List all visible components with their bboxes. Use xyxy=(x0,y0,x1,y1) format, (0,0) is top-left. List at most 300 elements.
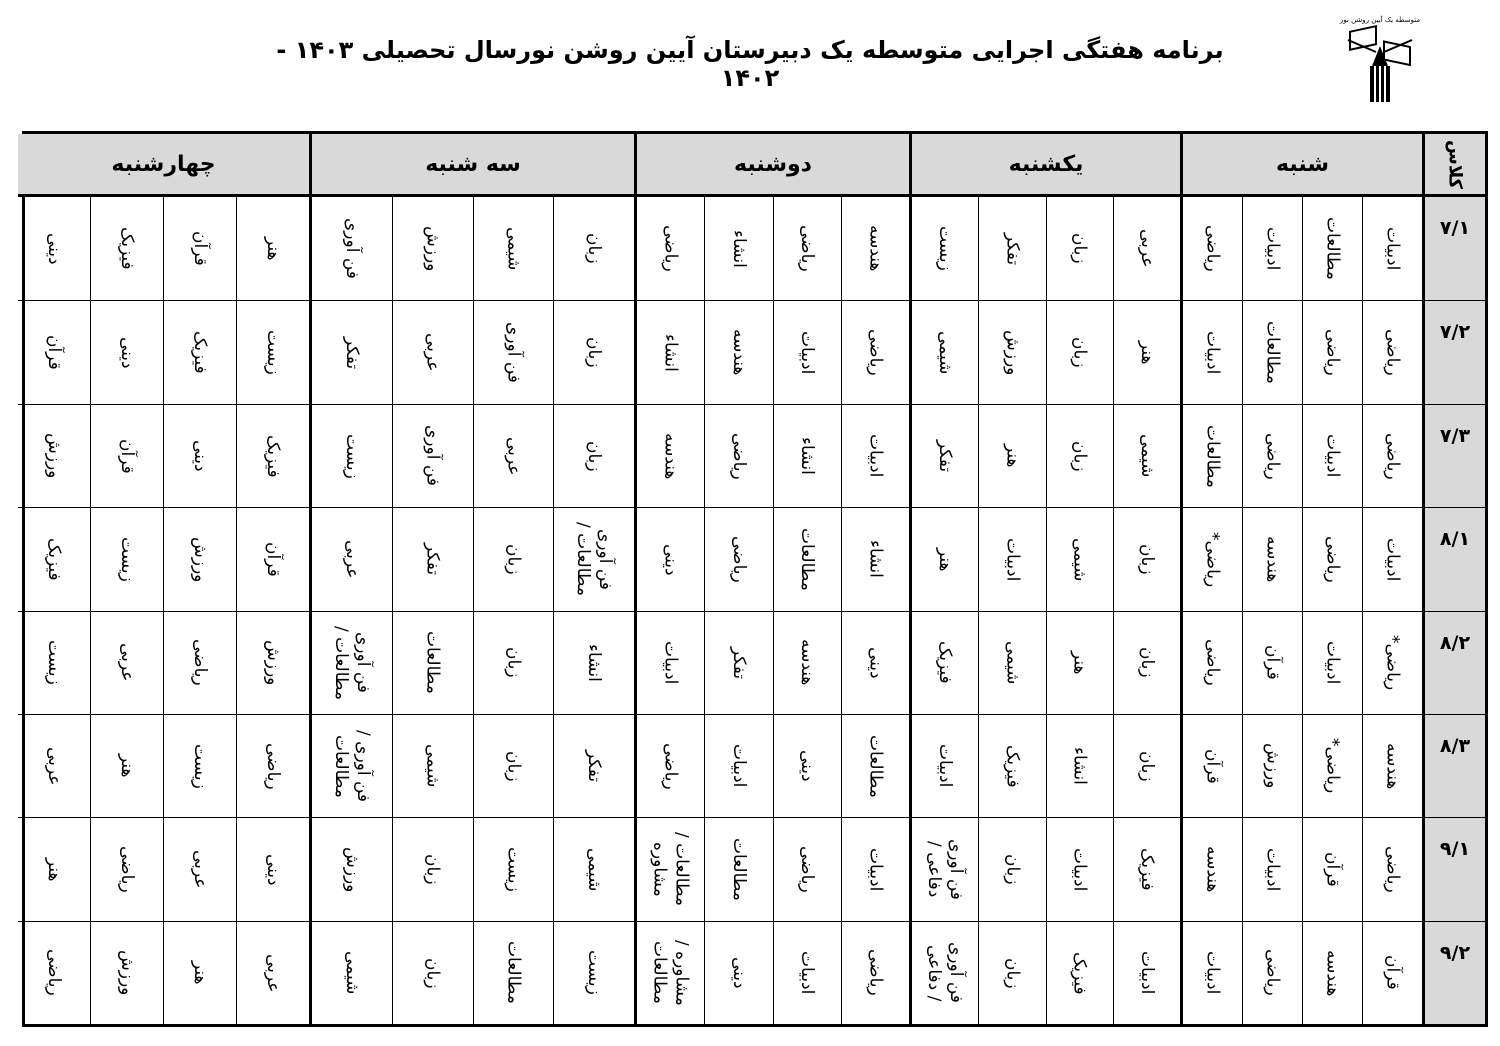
day-slots xyxy=(312,611,634,714)
lesson-subject: هنر xyxy=(935,547,956,572)
lesson-slot xyxy=(1046,301,1113,403)
day-slots xyxy=(1183,404,1422,507)
lesson-subject: شیمی xyxy=(341,951,362,995)
lesson-slot xyxy=(1046,922,1113,1024)
day-slots xyxy=(912,507,1180,610)
lesson-slot xyxy=(912,818,978,920)
lesson-subject: هنر xyxy=(1069,650,1090,675)
lesson-slot xyxy=(773,612,841,714)
lesson-slot xyxy=(18,715,90,817)
lesson-subject: دینی xyxy=(797,750,818,782)
lesson-slot xyxy=(1242,612,1302,714)
lesson-slot xyxy=(473,715,554,817)
lesson-slot xyxy=(553,922,634,1024)
lesson-slot xyxy=(1183,715,1242,817)
lesson-slot xyxy=(978,508,1045,610)
lesson-subject: ریاضی xyxy=(660,225,681,273)
day-slots xyxy=(18,404,309,507)
lesson-subject: شیمی xyxy=(422,744,443,788)
lesson-slot xyxy=(1242,301,1302,403)
lesson-slot xyxy=(90,301,163,403)
lesson-slot xyxy=(473,197,554,300)
day-slots xyxy=(912,714,1180,817)
lesson-subject: زبان xyxy=(1069,233,1090,264)
lesson-subject: عربی xyxy=(44,746,64,786)
lesson-subject: زبان xyxy=(503,647,524,678)
lesson-slot xyxy=(1183,197,1242,300)
lesson-subject: ریاضی xyxy=(1262,432,1283,480)
lesson-slot xyxy=(637,508,704,610)
lesson-subject: زبان xyxy=(1136,750,1157,782)
lesson-subject: عربی xyxy=(263,953,283,993)
lesson-subject: ادبیات xyxy=(797,330,818,375)
lesson-subject: زبان xyxy=(503,750,524,782)
lesson-subject: تفکر xyxy=(422,543,443,576)
lesson-slot xyxy=(1113,818,1180,920)
lesson-subject: ریاضی xyxy=(865,949,886,997)
lesson-subject: ریاضی xyxy=(117,846,137,893)
lesson-subject: فن آوری دفاعی / xyxy=(924,838,967,900)
lesson-subject: انشاء xyxy=(1069,747,1090,785)
lesson-subject: ریاضی xyxy=(1322,329,1343,376)
lesson-subject: مطالعات xyxy=(1262,321,1283,384)
lesson-subject: قرآن xyxy=(44,335,64,370)
lesson-slot xyxy=(236,922,309,1024)
day-slots xyxy=(1183,714,1422,817)
lesson-slot xyxy=(473,508,554,610)
lesson-slot xyxy=(912,301,978,403)
day-slots xyxy=(312,714,634,817)
lesson-subject: مطالعات / مشاوره xyxy=(649,832,692,907)
lesson-subject: انشاء xyxy=(660,333,681,372)
lesson-slot xyxy=(773,405,841,507)
day-slots xyxy=(18,817,309,920)
lesson-slot xyxy=(773,818,841,920)
lesson-subject: زبان xyxy=(422,957,443,989)
lesson-slot xyxy=(704,715,772,817)
lesson-slot xyxy=(637,405,704,507)
lesson-slot xyxy=(392,508,473,610)
lesson-slot xyxy=(1362,612,1422,714)
lesson-slot xyxy=(1113,715,1180,817)
lesson-subject: زبان xyxy=(1069,337,1090,368)
lesson-subject: هنر xyxy=(117,754,137,778)
class-label: ۸/۳ xyxy=(1422,714,1485,817)
lesson-slot xyxy=(1113,922,1180,1024)
lesson-subject: دینی xyxy=(660,543,681,576)
lesson-subject: هنر xyxy=(44,857,64,882)
lesson-slot xyxy=(1046,818,1113,920)
lesson-subject: فیزیک xyxy=(44,538,64,581)
lesson-subject: شیمی xyxy=(1069,537,1090,581)
lesson-slot xyxy=(773,922,841,1024)
lesson-subject: زبان xyxy=(1002,854,1023,885)
lesson-slot xyxy=(90,922,163,1024)
lesson-subject: ادبیات xyxy=(1002,537,1023,581)
lesson-subject: ریاضی xyxy=(728,432,749,480)
day-header-sunday: یکشنبه xyxy=(912,134,1180,197)
lesson-subject: قرآن xyxy=(263,541,283,577)
day-slots xyxy=(637,611,909,714)
lesson-subject: زیست xyxy=(44,640,64,686)
lesson-subject: ورزش xyxy=(117,950,137,996)
lesson-subject: فن آوری xyxy=(503,322,524,384)
lesson-slot xyxy=(18,922,90,1024)
lesson-subject: مشاوره / مطالعات xyxy=(649,939,692,1006)
lesson-subject: عربی xyxy=(422,333,443,372)
page-title: برنامه هفتگی اجرایی متوسطه یک دبیرستان آیین روشن نورسال تحصیلی ۱۴۰۳ - ۱۴۰۲ xyxy=(276,36,1224,92)
lesson-subject: زبان xyxy=(1069,440,1090,472)
day-slots xyxy=(1183,197,1422,300)
day-slots xyxy=(912,817,1180,920)
lesson-subject: فن آوری / دفاعی xyxy=(924,942,967,1004)
lesson-subject: قرآن xyxy=(1262,645,1283,681)
lesson-subject: ورزش xyxy=(190,536,210,582)
lesson-subject: شیمی xyxy=(1002,641,1023,685)
lesson-slot xyxy=(163,405,236,507)
lesson-subject: تفکر xyxy=(935,439,956,472)
lesson-slot xyxy=(704,197,772,300)
lesson-slot xyxy=(236,612,309,714)
lesson-slot xyxy=(553,405,634,507)
lesson-subject: ورزش xyxy=(263,639,283,686)
lesson-subject: ادبیات xyxy=(1202,330,1223,375)
lesson-slot xyxy=(163,508,236,610)
day-slots xyxy=(637,817,909,920)
day-slots xyxy=(912,300,1180,403)
lesson-slot xyxy=(1302,301,1362,403)
lesson-subject: تفکر xyxy=(1002,232,1023,265)
lesson-slot xyxy=(1362,922,1422,1024)
day-slots xyxy=(18,300,309,403)
lesson-slot xyxy=(236,818,309,920)
lesson-slot xyxy=(392,301,473,403)
lesson-subject: شیمی xyxy=(1136,434,1157,478)
class-label: ۷/۱ xyxy=(1422,197,1485,300)
class-label: ۹/۱ xyxy=(1422,817,1485,920)
day-slots xyxy=(912,197,1180,300)
lesson-subject: دینی xyxy=(263,853,283,886)
lesson-subject: ریاضی xyxy=(660,742,681,790)
lesson-slot xyxy=(473,405,554,507)
lesson-slot xyxy=(978,715,1045,817)
day-slots xyxy=(18,507,309,610)
lesson-subject: تفکر xyxy=(584,750,605,783)
lesson-subject: عربی xyxy=(341,540,362,579)
lesson-subject: عربی xyxy=(117,643,137,682)
lesson-slot xyxy=(841,715,909,817)
lesson-slot xyxy=(473,922,554,1024)
lesson-subject: ریاضی xyxy=(797,846,818,893)
day-slots xyxy=(1183,921,1422,1024)
lesson-subject: ریاضی xyxy=(797,225,818,273)
class-label: ۷/۳ xyxy=(1422,404,1485,507)
lesson-subject: مطالعات xyxy=(728,838,749,901)
lesson-subject: ریاضی xyxy=(1382,329,1403,376)
lesson-slot xyxy=(1362,715,1422,817)
day-header-monday: دوشنبه xyxy=(637,134,909,197)
lesson-subject: هندسه xyxy=(797,639,818,686)
lesson-slot xyxy=(1183,922,1242,1024)
lesson-slot xyxy=(912,405,978,507)
lesson-subject: زبان xyxy=(503,544,524,575)
lesson-subject: ریاضی xyxy=(1202,225,1223,273)
lesson-subject: مطالعات xyxy=(797,527,818,591)
lesson-subject: انشاء xyxy=(865,540,886,579)
lesson-subject: ادبیات xyxy=(1322,434,1343,478)
lesson-slot xyxy=(90,715,163,817)
lesson-subject: قرآن xyxy=(1382,955,1403,991)
lesson-subject: قرآن xyxy=(190,231,210,267)
lesson-slot xyxy=(1113,405,1180,507)
lesson-subject: هنر xyxy=(263,236,283,261)
lesson-slot xyxy=(841,612,909,714)
lesson-subject: فن آوری / مطالعات xyxy=(330,730,373,803)
lesson-slot xyxy=(978,612,1045,714)
lesson-subject: هندسه xyxy=(1322,949,1343,996)
lesson-slot xyxy=(1046,715,1113,817)
lesson-slot xyxy=(18,197,90,300)
lesson-subject: زبان xyxy=(422,854,443,885)
lesson-slot xyxy=(978,922,1045,1024)
lesson-slot xyxy=(163,715,236,817)
lesson-subject: زیست xyxy=(584,950,605,996)
lesson-slot xyxy=(1302,715,1362,817)
day-slots xyxy=(312,197,634,300)
lesson-slot xyxy=(637,715,704,817)
lesson-slot xyxy=(1362,508,1422,610)
lesson-subject: شیمی xyxy=(584,847,605,892)
lesson-slot xyxy=(553,818,634,920)
lesson-slot xyxy=(773,197,841,300)
lesson-subject: فیزیک xyxy=(190,331,210,374)
lesson-slot xyxy=(236,508,309,610)
class-label: ۸/۲ xyxy=(1422,611,1485,714)
lesson-slot xyxy=(18,612,90,714)
lesson-slot xyxy=(392,922,473,1024)
lesson-slot xyxy=(841,922,909,1024)
lesson-slot xyxy=(1362,405,1422,507)
lesson-subject: عربی xyxy=(190,850,210,889)
lesson-subject: فن آوری مطالعات / xyxy=(330,625,373,700)
day-slots xyxy=(1183,817,1422,920)
day-slots xyxy=(912,611,1180,714)
lesson-slot xyxy=(163,612,236,714)
day-header-tuesday: سه شنبه xyxy=(312,134,634,197)
lesson-slot xyxy=(18,508,90,610)
day-slots xyxy=(637,404,909,507)
day-slots xyxy=(637,921,909,1024)
lesson-slot xyxy=(312,197,392,300)
lesson-slot xyxy=(1113,612,1180,714)
day-slots xyxy=(912,404,1180,507)
lesson-slot xyxy=(704,922,772,1024)
lesson-slot xyxy=(637,612,704,714)
day-slots xyxy=(312,817,634,920)
lesson-subject: فیزیک xyxy=(117,227,137,270)
lesson-slot xyxy=(18,301,90,403)
lesson-subject: زبان xyxy=(584,337,605,368)
lesson-subject: ادبیات xyxy=(660,641,681,685)
lesson-slot xyxy=(1046,508,1113,610)
lesson-slot xyxy=(1242,715,1302,817)
lesson-slot xyxy=(392,715,473,817)
lesson-subject: زبان xyxy=(584,440,605,472)
lesson-subject: ادبیات xyxy=(1322,641,1343,685)
lesson-subject: زبان xyxy=(1002,957,1023,989)
lesson-slot xyxy=(392,818,473,920)
lesson-slot xyxy=(312,922,392,1024)
lesson-slot xyxy=(1113,301,1180,403)
lesson-subject: ادبیات xyxy=(865,434,886,478)
lesson-slot xyxy=(392,612,473,714)
lesson-slot xyxy=(912,715,978,817)
lesson-subject: ریاضی* xyxy=(1322,738,1343,794)
lesson-slot xyxy=(841,301,909,403)
lesson-slot xyxy=(1183,301,1242,403)
lesson-slot xyxy=(236,405,309,507)
lesson-subject: زیست xyxy=(935,226,956,272)
lesson-subject: هندسه xyxy=(728,329,749,376)
day-slots xyxy=(18,197,309,300)
lesson-slot xyxy=(392,197,473,300)
lesson-subject: ریاضی xyxy=(1202,639,1223,687)
class-column-header: کلاس xyxy=(1422,134,1485,197)
lesson-slot xyxy=(1302,818,1362,920)
lesson-subject: فن آوری xyxy=(341,218,362,280)
lesson-slot xyxy=(90,612,163,714)
lesson-subject: ورزش xyxy=(422,225,443,272)
lesson-subject: ریاضی xyxy=(190,639,210,687)
lesson-subject: قرآن xyxy=(117,438,137,474)
lesson-slot xyxy=(773,301,841,403)
lesson-subject: هنر xyxy=(190,961,210,985)
lesson-slot xyxy=(473,301,554,403)
lesson-subject: زیست xyxy=(503,847,524,892)
day-slots xyxy=(312,300,634,403)
day-slots xyxy=(1183,300,1422,403)
lesson-slot xyxy=(1302,612,1362,714)
lesson-slot xyxy=(312,405,392,507)
lesson-subject: ورزش xyxy=(341,846,362,893)
lesson-slot xyxy=(1302,508,1362,610)
lesson-subject: ادبیات xyxy=(797,951,818,995)
lesson-slot xyxy=(1242,508,1302,610)
lesson-subject: ورزش xyxy=(44,433,64,479)
lesson-subject: هنر xyxy=(1136,340,1157,365)
lesson-subject: زیست xyxy=(190,743,210,789)
lesson-slot xyxy=(841,405,909,507)
day-slots xyxy=(912,921,1180,1024)
lesson-subject: ادبیات xyxy=(1136,951,1157,995)
lesson-slot xyxy=(1302,405,1362,507)
lesson-subject: مطالعات xyxy=(1322,217,1343,281)
lesson-slot xyxy=(553,715,634,817)
day-slots xyxy=(312,404,634,507)
lesson-slot xyxy=(312,301,392,403)
lesson-slot xyxy=(1113,197,1180,300)
lesson-subject: ورزش xyxy=(1002,329,1023,376)
lesson-subject: ریاضی xyxy=(1382,432,1403,480)
day-slots xyxy=(312,921,634,1024)
day-slots xyxy=(312,507,634,610)
lesson-slot xyxy=(1242,405,1302,507)
lesson-slot xyxy=(704,818,772,920)
lesson-slot xyxy=(163,301,236,403)
lesson-slot xyxy=(236,715,309,817)
lesson-subject: هندسه xyxy=(660,432,681,480)
lesson-subject: دینی xyxy=(117,336,137,369)
lesson-subject: تفکر xyxy=(728,646,749,679)
lesson-subject: عربی xyxy=(503,436,524,476)
lesson-slot xyxy=(912,612,978,714)
lesson-subject: ادبیات xyxy=(865,847,886,892)
svg-text:متوسطه یک آیین روشن نور: متوسطه یک آیین روشن نور xyxy=(1339,16,1421,24)
lesson-slot xyxy=(978,301,1045,403)
lesson-slot xyxy=(312,508,392,610)
lesson-slot xyxy=(1046,405,1113,507)
lesson-slot xyxy=(773,508,841,610)
lesson-subject: انشاء xyxy=(584,643,605,682)
lesson-subject: فیزیک xyxy=(935,641,956,684)
lesson-slot xyxy=(637,301,704,403)
lesson-slot xyxy=(1113,508,1180,610)
lesson-slot xyxy=(1183,405,1242,507)
lesson-slot xyxy=(163,197,236,300)
lesson-subject: مطالعات xyxy=(865,734,886,798)
lesson-slot xyxy=(1183,818,1242,920)
lesson-subject: ادبیات xyxy=(1382,227,1403,271)
lesson-subject: ورزش xyxy=(1262,743,1283,789)
lesson-subject: دینی xyxy=(44,232,64,265)
lesson-slot xyxy=(1183,612,1242,714)
lesson-slot xyxy=(90,508,163,610)
lesson-subject: دینی xyxy=(865,646,886,679)
lesson-slot xyxy=(1362,818,1422,920)
weekly-schedule-table xyxy=(22,131,1488,1027)
lesson-subject: ادبیات xyxy=(935,744,956,788)
lesson-subject: قرآن xyxy=(1202,748,1223,784)
lesson-subject: هندسه xyxy=(865,225,886,272)
day-slots xyxy=(637,714,909,817)
lesson-subject: دینی xyxy=(728,957,749,989)
lesson-subject: ادبیات xyxy=(1262,847,1283,892)
lesson-slot xyxy=(236,301,309,403)
lesson-subject: ریاضی xyxy=(728,535,749,583)
lesson-subject: انشاء xyxy=(797,437,818,475)
lesson-slot xyxy=(637,197,704,300)
day-slots xyxy=(18,921,309,1024)
lesson-subject: فیزیک xyxy=(1002,744,1023,788)
lesson-slot xyxy=(912,922,978,1024)
lesson-slot xyxy=(1183,508,1242,610)
lesson-slot xyxy=(1242,818,1302,920)
lesson-slot xyxy=(773,715,841,817)
lesson-slot xyxy=(1362,197,1422,300)
lesson-slot xyxy=(18,405,90,507)
lesson-slot xyxy=(637,922,704,1024)
lesson-subject: مطالعات xyxy=(422,631,443,695)
lesson-subject: ادبیات xyxy=(728,744,749,788)
lesson-subject: زبان xyxy=(584,233,605,264)
lesson-subject: ریاضی* xyxy=(1202,531,1223,587)
lesson-slot xyxy=(704,508,772,610)
lesson-slot xyxy=(637,818,704,920)
lesson-slot xyxy=(553,197,634,300)
lesson-subject: ادبیات xyxy=(1262,227,1283,271)
lesson-subject: انشاء xyxy=(728,229,749,268)
lesson-slot xyxy=(1362,301,1422,403)
